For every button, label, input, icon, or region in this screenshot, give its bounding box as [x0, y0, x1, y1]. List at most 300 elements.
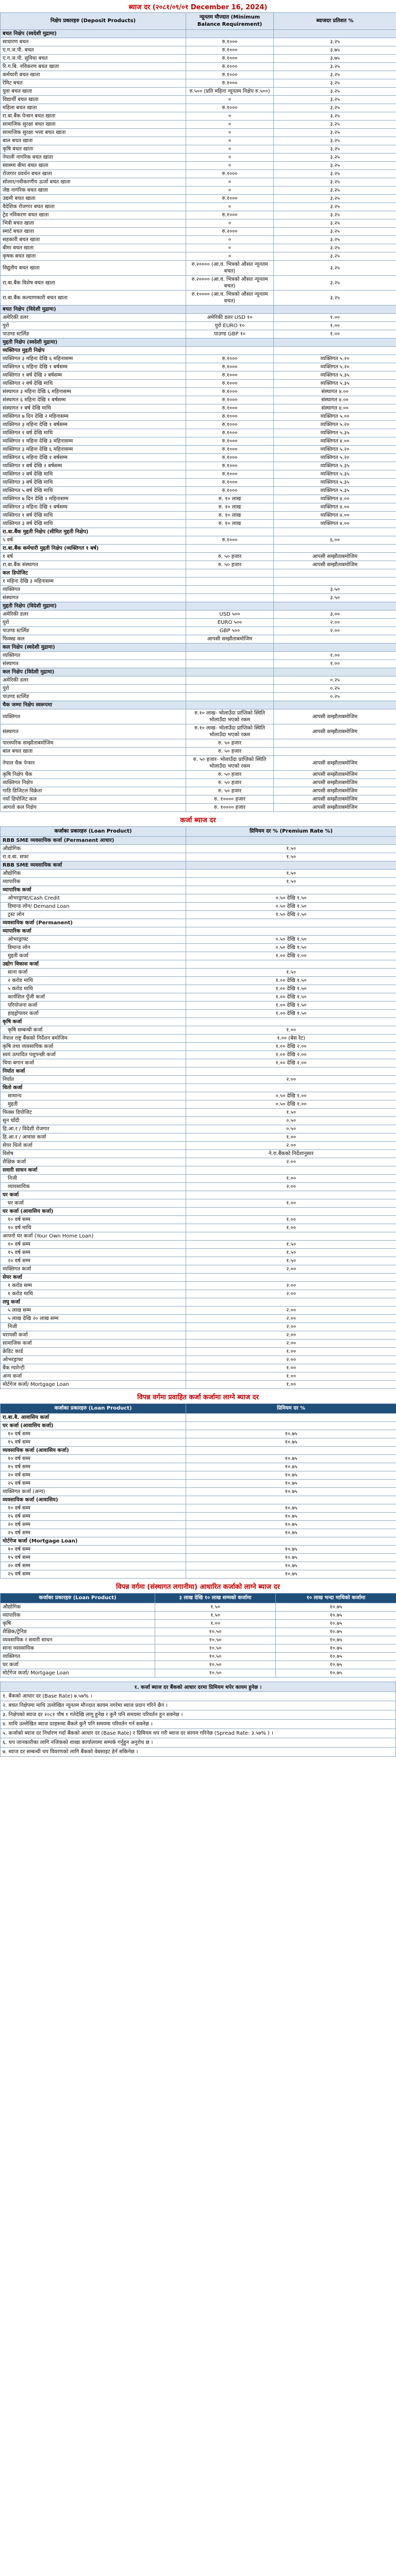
loan-row: [1, 1208, 396, 1216]
loan-row: [1, 1315, 396, 1323]
deposit-cell: ३.२५: [274, 38, 396, 46]
deposit-cell: [274, 739, 396, 748]
deposit-cell: ट्रेड नविकरण बचत खाता: [1, 211, 186, 219]
deprived-loan-row: [1, 1570, 396, 1579]
loan-row: [1, 1265, 396, 1274]
deprived-loan-banner: विपन्न वर्गमा प्रवाहित कर्जा कर्जामा लाग्ने ब्याज दर: [137, 1394, 259, 1401]
loan-cell: १.५०: [186, 1241, 396, 1249]
loan-cell: २.००: [186, 1142, 396, 1150]
deposit-cell: व्यक्तिगत ४.००: [274, 503, 396, 512]
deposit-cell: ०: [186, 129, 274, 137]
loan-cell: सेयर कर्जा: [1, 1274, 186, 1282]
deposit-cell: ३.२५: [274, 228, 396, 236]
deposit-row: [1, 88, 396, 96]
loan-row: [1, 1381, 396, 1389]
deposit-cell: ३.२५: [274, 178, 396, 187]
deposit-row: [1, 503, 396, 512]
loan-cell: १.५०: [186, 1257, 396, 1265]
deposit-cell: [274, 748, 396, 756]
deposit-cell: रु.१०००: [186, 380, 274, 388]
deprived-loan-cell: १०.७५: [186, 1488, 396, 1496]
deposit-cell: रु.१०००: [186, 170, 274, 178]
loan-cell: १० वर्ष माथि: [1, 1224, 186, 1232]
deprived-loan-row: [1, 1488, 396, 1496]
deposit-cell: व्यक्तिगत १ महिना देखि ३ महिनासम्म: [1, 437, 186, 446]
deposit-row: [1, 404, 396, 413]
deposit-cell: युरो EURO १०: [186, 322, 274, 330]
loan-cell: १.५०: [186, 969, 396, 977]
deposit-cell: व्यक्तिगत ५.२०: [274, 355, 396, 363]
deposit-row: [1, 619, 396, 627]
loan-cell: १.०० देखि २.००: [186, 952, 396, 960]
deposit-row: [1, 30, 396, 38]
loan-cell: १.००: [186, 1348, 396, 1356]
deposit-row: [1, 228, 396, 236]
deprived-loan-cell: १० वर्ष सम्म: [1, 1546, 186, 1554]
deprived-loan-cell: १०.७५: [186, 1471, 396, 1480]
deposit-cell: व्यक्तिगत: [1, 586, 186, 594]
deposit-cell: [186, 578, 274, 586]
institutional-loan-cell: १०.७५: [276, 1669, 396, 1677]
deprived-loan-cell: २० वर्ष सम्म: [1, 1521, 186, 1529]
loan-cell: १.०० देखि २.००: [186, 1059, 396, 1067]
deposit-cell: व्यक्तिगत: [1, 652, 186, 660]
deposit-cell: ३.२५: [274, 88, 396, 96]
deposit-cell: व्यक्तिगत २ बर्ष देखि माथि: [1, 380, 186, 388]
loan-cell: २ करोड माथि: [1, 977, 186, 985]
deposit-cell: रु.१०००: [186, 462, 274, 470]
deposit-cell: GBP ५००: [186, 627, 274, 635]
deprived-loan-cell: १५ वर्ष सम्म: [1, 1554, 186, 1562]
institutional-loan-cell: १.५०: [155, 1603, 276, 1612]
deposit-row: [1, 756, 396, 771]
deposit-cell: व्यक्तिगत ४.००: [274, 520, 396, 528]
deposit-cell: सामाजिक सुरक्षा बचत खाता: [1, 121, 186, 129]
deposit-cell: ३.२५: [274, 236, 396, 244]
loan-row: [1, 870, 396, 878]
loan-cell: RBB SME व्यवसायिक कर्जा (Permanent आधार): [1, 837, 186, 845]
deposit-cell: ३.२५: [274, 187, 396, 195]
deposit-row: [1, 724, 396, 739]
loan-cell: २.००: [186, 1282, 396, 1290]
deposit-cell: अमेरिकी डलर USD १०: [186, 314, 274, 322]
deposit-cell: १.००: [274, 660, 396, 668]
deprived-loan-cell: १०.७५: [186, 1430, 396, 1438]
deposit-row: [1, 676, 396, 685]
deposit-cell: नेपाल चैक पेन्सन: [1, 756, 186, 771]
loan-cell: ०.५० देखि १.५०: [186, 903, 396, 911]
deposit-cell: रु. ५० हजार: [186, 739, 274, 748]
deposit-cell: [274, 569, 396, 578]
institutional-loan-row: [1, 1620, 396, 1628]
deposit-cell: ३.२५: [274, 145, 396, 154]
deposit-cell: सहकारी बचत खाता: [1, 236, 186, 244]
deposit-row: [1, 380, 396, 388]
deposit-cell: [186, 693, 274, 701]
deprived-loan-cell: [186, 1537, 396, 1546]
loan-cell: औद्योगिक: [1, 845, 186, 853]
loan-cell: १.००: [186, 1364, 396, 1372]
deposit-row: [1, 195, 396, 203]
loan-row: [1, 1084, 396, 1092]
deposit-product-header: निक्षेप प्रकारहरु (Deposit Products): [1, 13, 186, 30]
institutional-loan-product-header: कर्जाका प्रकारहरु (Loan Product): [1, 1594, 155, 1603]
deposit-cell: कर्मचारी बचत खाता: [1, 71, 186, 79]
deprived-loan-cell: [186, 1496, 396, 1504]
institutional-loan-cell: १०.५०: [155, 1669, 276, 1677]
deposit-cell: ०: [186, 162, 274, 170]
deposit-cell: ३.७५: [274, 46, 396, 55]
deposit-row: [1, 322, 396, 330]
institutional-loan-cell: शैक्षिक/ट्रेनिङ: [1, 1628, 155, 1636]
loan-row: [1, 1274, 396, 1282]
deposit-row: [1, 594, 396, 602]
loan-row: [1, 985, 396, 993]
deposit-cell: आपसी सम्झौताबमोजिम: [274, 787, 396, 795]
deposit-cell: मुद्दती निक्षेप (विदेशी मुद्रामा): [1, 602, 186, 611]
deprived-loan-cell: २० वर्ष सम्म: [1, 1471, 186, 1480]
deposit-cell: ३.२५: [274, 96, 396, 104]
deposit-cell: रु.१०००: [186, 363, 274, 371]
institutional-loan-cell: १०.७५: [276, 1661, 396, 1669]
deposit-cell: संस्थागत: [1, 724, 186, 739]
deposit-cell: सामाजिक सुरक्षा भत्ता बचत खाता: [1, 129, 186, 137]
note-line: ५. कर्जाको ब्याज दर निर्धारण गर्दा बैंकको आधार दर (Base Rate) र प्रिमियम थप गरी ब्याज दर कायम गरिनेछ (Spread Rate: ३.५७% ) ।: [1, 1728, 395, 1738]
loan-cell: १.००: [186, 1026, 396, 1035]
deposit-cell: ३.२५: [274, 79, 396, 88]
loan-row: [1, 1290, 396, 1298]
deposit-cell: रु.१०००: [186, 470, 274, 479]
deposit-cell: रु.१०००: [186, 104, 274, 112]
loan-cell: परियोजना कर्जा: [1, 1002, 186, 1010]
deposit-row: [1, 569, 396, 578]
institutional-loan-row: [1, 1603, 396, 1612]
deposit-cell: आपसी सम्झौताबमोजिम: [186, 635, 274, 643]
institutional-loan-cell: व्यवसायिक र सवारी साधन: [1, 1636, 155, 1645]
deposit-cell: रु.१०००० (आ.व. भित्रको औसत न्यूनतम बचत): [186, 291, 274, 306]
deposit-cell: रु. ५० हजार: [186, 771, 274, 779]
note-line: ४. माथि उल्लेखित ब्याज दरहरूमा बैंकले कुनै पनि समयमा परिवर्तन गर्न सक्नेछ ।: [1, 1719, 395, 1728]
deposit-row: [1, 487, 396, 495]
deposit-cell: [186, 569, 274, 578]
deposit-cell: रु. १०००० हजार: [186, 795, 274, 804]
deposit-cell: आपसी सम्झौताबमोजिम: [274, 724, 396, 739]
loan-cell: १.०० देखि १.५०: [186, 985, 396, 993]
loan-cell: ट्रस्ट लोन: [1, 911, 186, 919]
institutional-loan-cell: १०.७५: [276, 1620, 396, 1628]
deposit-row: [1, 244, 396, 252]
deposit-cell: रु.१०००: [186, 211, 274, 219]
loan-cell: १.५०: [186, 1109, 396, 1117]
deprived-loan-row: [1, 1546, 396, 1554]
loan-cell: १५ वर्ष सम्म: [1, 1249, 186, 1257]
deposit-cell: [186, 306, 274, 314]
deposit-cell: रु.१०००: [186, 437, 274, 446]
notes-heading: १. कर्जा ब्याज दर बैंकको आधार दरमा प्रिमियम थपेर कायम हुनेछ ।: [1, 1682, 395, 1691]
deposit-row: [1, 668, 396, 676]
deposit-row: [1, 602, 396, 611]
deprived-loan-cell: २० वर्ष सम्म: [1, 1562, 186, 1570]
deposit-row: [1, 203, 396, 211]
loan-cell: [186, 1232, 396, 1241]
loan-row: [1, 1100, 396, 1109]
loan-row: [1, 1282, 396, 1290]
institutional-loan-cell: १०.५०: [155, 1661, 276, 1669]
deposit-row: [1, 470, 396, 479]
deprived-loan-row: [1, 1447, 396, 1455]
loan-cell: व्यक्तिगत कर्जा: [1, 1265, 186, 1274]
loan-row: [1, 853, 396, 861]
deprived-loan-product-header: कर्जाका प्रकारहरु (Loan Product): [1, 1404, 186, 1414]
deposit-cell: व्यक्तिगत ५.००: [274, 413, 396, 421]
deposit-row: [1, 162, 396, 170]
loan-cell: व्यापारिक कर्जा: [1, 886, 186, 894]
loan-row: [1, 1059, 396, 1067]
loan-cell: अन्य कर्जा: [1, 1372, 186, 1381]
deposit-cell: बचत निक्षेप (स्वदेशी मुद्रामा): [1, 30, 186, 38]
institutional-loan-row: [1, 1645, 396, 1653]
deposit-cell: ०: [186, 252, 274, 261]
loan-cell: १ करोड सम्म: [1, 1282, 186, 1290]
deposit-cell: रु.१०००: [186, 38, 274, 46]
deposit-cell: रा.बा.बैंक संस्थागत: [1, 561, 186, 569]
loan-row: [1, 1216, 396, 1224]
institutional-loan-row: [1, 1636, 396, 1645]
deprived-loan-row: [1, 1554, 396, 1562]
deposit-cell: व्यक्तिगत ४.००: [274, 495, 396, 503]
loan-row: [1, 1372, 396, 1381]
deposit-row: [1, 236, 396, 244]
deposit-row: [1, 96, 396, 104]
deposit-cell: ३.२५: [274, 121, 396, 129]
loan-cell: चिया बगान कर्जा: [1, 1059, 186, 1067]
deposit-cell: रु.१०००: [186, 446, 274, 454]
loan-cell: सेयर धितो कर्जा: [1, 1142, 186, 1150]
deposit-cell: [274, 30, 396, 38]
deposit-cell: [274, 528, 396, 536]
deposit-cell: ५ वर्ष: [1, 536, 186, 545]
deposit-cell: रु. १० लाख: [186, 512, 274, 520]
deposit-row: [1, 643, 396, 652]
deposit-cell: बाल बचत खाता: [1, 748, 186, 756]
loan-cell: [186, 837, 396, 845]
deprived-loan-cell: [186, 1414, 396, 1422]
loan-cell: ओभरड्राफ्ट/Cash Credit: [1, 894, 186, 903]
loan-row: [1, 1018, 396, 1026]
deposit-row: [1, 779, 396, 787]
institutional-loan-cell: १०.५०: [155, 1653, 276, 1661]
deposit-row: [1, 462, 396, 470]
deposit-cell: रा.बा.बैंक कर्मचारी मुद्दती निक्षेप (व्यक्तिगत १ बर्ष): [1, 545, 186, 553]
deposit-row: [1, 685, 396, 693]
deposit-cell: १.००: [274, 330, 396, 338]
deposit-cell: रु.१०००: [186, 421, 274, 429]
loan-cell: आफ्नो घर कर्जा (Your Own Home Loan): [1, 1232, 186, 1241]
loan-rows: [1, 837, 396, 1389]
deposit-row: [1, 446, 396, 454]
deposit-row: [1, 178, 396, 187]
deposit-cell: व्यक्तिगत ५.३५: [274, 429, 396, 437]
deposit-cell: आपसी सम्झौताबमोजिम: [274, 561, 396, 569]
deposit-rate-table: [0, 12, 396, 812]
deposit-cell: [186, 30, 274, 38]
loan-cell: लघु कर्जा: [1, 1298, 186, 1307]
deposit-cell: व्यक्तिगत १ बर्ष देखि माथि: [1, 429, 186, 437]
deposit-row: [1, 561, 396, 569]
deprived-loan-cell: [186, 1447, 396, 1455]
deposit-cell: रा.बा.बैंक कल्याणकारी बचत खाता: [1, 291, 186, 306]
loan-row: [1, 952, 396, 960]
deposit-row: [1, 79, 396, 88]
deposit-cell: नयाँ डिपोजिट कल: [1, 795, 186, 804]
deposit-cell: संस्थागत ४.००: [274, 396, 396, 404]
deposit-cell: [274, 668, 396, 676]
deposit-cell: ३.२५: [274, 71, 396, 79]
deposit-cell: [186, 347, 274, 355]
deposit-cell: कल निक्षेप (स्वदेशी मुद्रामा): [1, 643, 186, 652]
deprived-loan-rows: [1, 1414, 396, 1579]
deposit-cell: आपसी सम्झौताबमोजिम: [274, 709, 396, 724]
deprived-loan-cell: व्यवसायिक कर्जा (आवासिय कर्जा): [1, 1447, 186, 1455]
loan-cell: [186, 1166, 396, 1175]
deposit-cell: [274, 701, 396, 709]
deposit-row: [1, 104, 396, 112]
institutional-loan-row: [1, 1612, 396, 1620]
deposit-cell: पाउण्ड स्टर्लिङ: [1, 693, 186, 701]
deprived-loan-row: [1, 1430, 396, 1438]
deposit-cell: व्यक्तिगत ७ दिन देखि २ महिनासम्म: [1, 495, 186, 503]
deposit-cell: रु.१०००: [186, 55, 274, 63]
deprived-loan-cell: १० वर्ष सम्म: [1, 1430, 186, 1438]
deposit-row: [1, 536, 396, 545]
deposit-row: [1, 219, 396, 228]
deprived-loan-cell: १०.७५: [186, 1463, 396, 1471]
loan-cell: उद्योग विकास कर्जा: [1, 960, 186, 969]
deposit-cell: रु.१० लाख- भोलाउँदा प्राप्तिको स्थिति भोलाउँदा भएको रकम: [186, 724, 274, 739]
deposit-cell: ०: [186, 154, 274, 162]
deposit-row: [1, 121, 396, 129]
loan-cell: डिमान्ड लोन/ Demand Loan: [1, 903, 186, 911]
institutional-loan-row: [1, 1628, 396, 1636]
loan-row: [1, 960, 396, 969]
deposit-cell: कृषक बचत खाता: [1, 252, 186, 261]
deposit-cell: बचत निक्षेप (विदेशी मुद्रामा): [1, 306, 186, 314]
deposit-row: [1, 55, 396, 63]
loan-cell: औद्योगिक: [1, 870, 186, 878]
deposit-cell: व्यक्तिगत: [1, 709, 186, 724]
deprived-loan-cell: १०.७५: [186, 1455, 396, 1463]
deprived-loan-row: [1, 1463, 396, 1471]
deprived-loan-cell: १०.७५: [186, 1438, 396, 1447]
loan-cell: १.५०: [186, 870, 396, 878]
loan-row: [1, 911, 396, 919]
deposit-row: [1, 635, 396, 643]
loan-row: [1, 1348, 396, 1356]
deposit-cell: कृषि निक्षेप चैक: [1, 771, 186, 779]
deposit-cell: [186, 338, 274, 347]
loan-cell: निजी: [1, 1323, 186, 1331]
deposit-cell: भित्री बचत खाता: [1, 219, 186, 228]
institutional-loan-row: [1, 1669, 396, 1677]
deprived-loan-row: [1, 1504, 396, 1513]
deposit-row: [1, 38, 396, 46]
loan-cell: १.०० (बेस रेट): [186, 1035, 396, 1043]
loan-cell: कृषि तथा व्यवसायिक कर्जा: [1, 1043, 186, 1051]
deposit-cell: १ बर्ष: [1, 553, 186, 561]
deposit-cell: रु.१०००: [186, 71, 274, 79]
deposit-cell: ०: [186, 137, 274, 145]
loan-cell: १.०० देखि १.५०: [186, 977, 396, 985]
deposit-cell: व्यक्तिगत ५.२०: [274, 446, 396, 454]
deposit-cell: कृषि बचत खाता: [1, 145, 186, 154]
deposit-cell: रु. १० लाख: [186, 495, 274, 503]
loan-cell: घर कर्जा: [1, 1191, 186, 1199]
deprived-loan-cell: १०.७५: [186, 1513, 396, 1521]
deposit-cell: व्यक्तिगत ३ महिना देखि ६ महिनासम्म: [1, 446, 186, 454]
deposit-cell: ३.७५: [274, 55, 396, 63]
deposit-cell: [186, 652, 274, 660]
loan-cell: स्वयं उत्पादित पशुपन्छी कर्जा: [1, 1051, 186, 1059]
deposit-row: [1, 545, 396, 553]
deposit-row: [1, 512, 396, 520]
deposit-row: [1, 429, 396, 437]
deposit-cell: महिला बचत खाता: [1, 104, 186, 112]
note-line: ७. ब्याज दर सम्बन्धी थप विवरणको लागि बैंकको वेबसाइट हेर्न सकिनेछ ।: [1, 1747, 395, 1756]
loan-row: [1, 1150, 396, 1158]
loan-cell: १.५०: [186, 878, 396, 886]
deposit-cell: रु.२०००० (आ.व. भित्रको औसत न्यूनतम बचत): [186, 261, 274, 276]
loan-row: [1, 1133, 396, 1142]
deprived-loan-row: [1, 1438, 396, 1447]
deposit-cell: व्यक्तिगत ५.३५: [274, 371, 396, 380]
deposit-cell: १.००: [274, 652, 396, 660]
deprived-loan-cell: १५ वर्ष सम्म: [1, 1463, 186, 1471]
deposit-cell: रु. ५० हजार: [186, 553, 274, 561]
deprived-loan-cell: २५ वर्ष सम्म: [1, 1480, 186, 1488]
deposit-cell: रा.बा.बैंक मुद्दती निक्षेप (सीमित मुद्दती निक्षेप): [1, 528, 186, 536]
loan-cell: रा.व.बा. सफा: [1, 853, 186, 861]
deposit-cell: [186, 676, 274, 685]
deposit-row: [1, 693, 396, 701]
institutional-loan-row: [1, 1653, 396, 1661]
deposit-cell: [186, 643, 274, 652]
loan-row: [1, 1158, 396, 1166]
deposit-cell: १ महिना देखि ३ महिनासम्म: [1, 578, 186, 586]
loan-cell: [186, 1067, 396, 1076]
loan-row: [1, 1257, 396, 1265]
deposit-cell: रु.१० लाख- भोलाउँदा प्राप्तिको स्थिति भोलाउँदा भएको रकम: [186, 709, 274, 724]
deposit-row: [1, 371, 396, 380]
deposit-cell: मुद्दती निक्षेप (स्वदेशी मुद्रामा): [1, 338, 186, 347]
deposit-row: [1, 46, 396, 55]
notes-box: [0, 1682, 396, 1757]
deposit-cell: रु.१०००: [186, 454, 274, 462]
deposit-row: [1, 363, 396, 371]
deposit-row: [1, 652, 396, 660]
deprived-loan-cell: १०.७५: [186, 1521, 396, 1529]
deprived-loan-cell: [186, 1422, 396, 1430]
deposit-row: [1, 578, 396, 586]
deposit-row: [1, 388, 396, 396]
loan-cell: सामान्य: [1, 1092, 186, 1100]
deposit-cell: व्यक्तिगत ३ महिना देखि १ बर्षसम्म: [1, 421, 186, 429]
deposit-cell: रु.१०००: [186, 487, 274, 495]
deprived-loan-cell: २५ वर्ष सम्म: [1, 1529, 186, 1537]
deprived-loan-cell: १०.७५: [186, 1570, 396, 1579]
deposit-cell: [274, 545, 396, 553]
loan-row: [1, 1249, 396, 1257]
loan-cell: सवारी साधन कर्जा: [1, 1166, 186, 1175]
